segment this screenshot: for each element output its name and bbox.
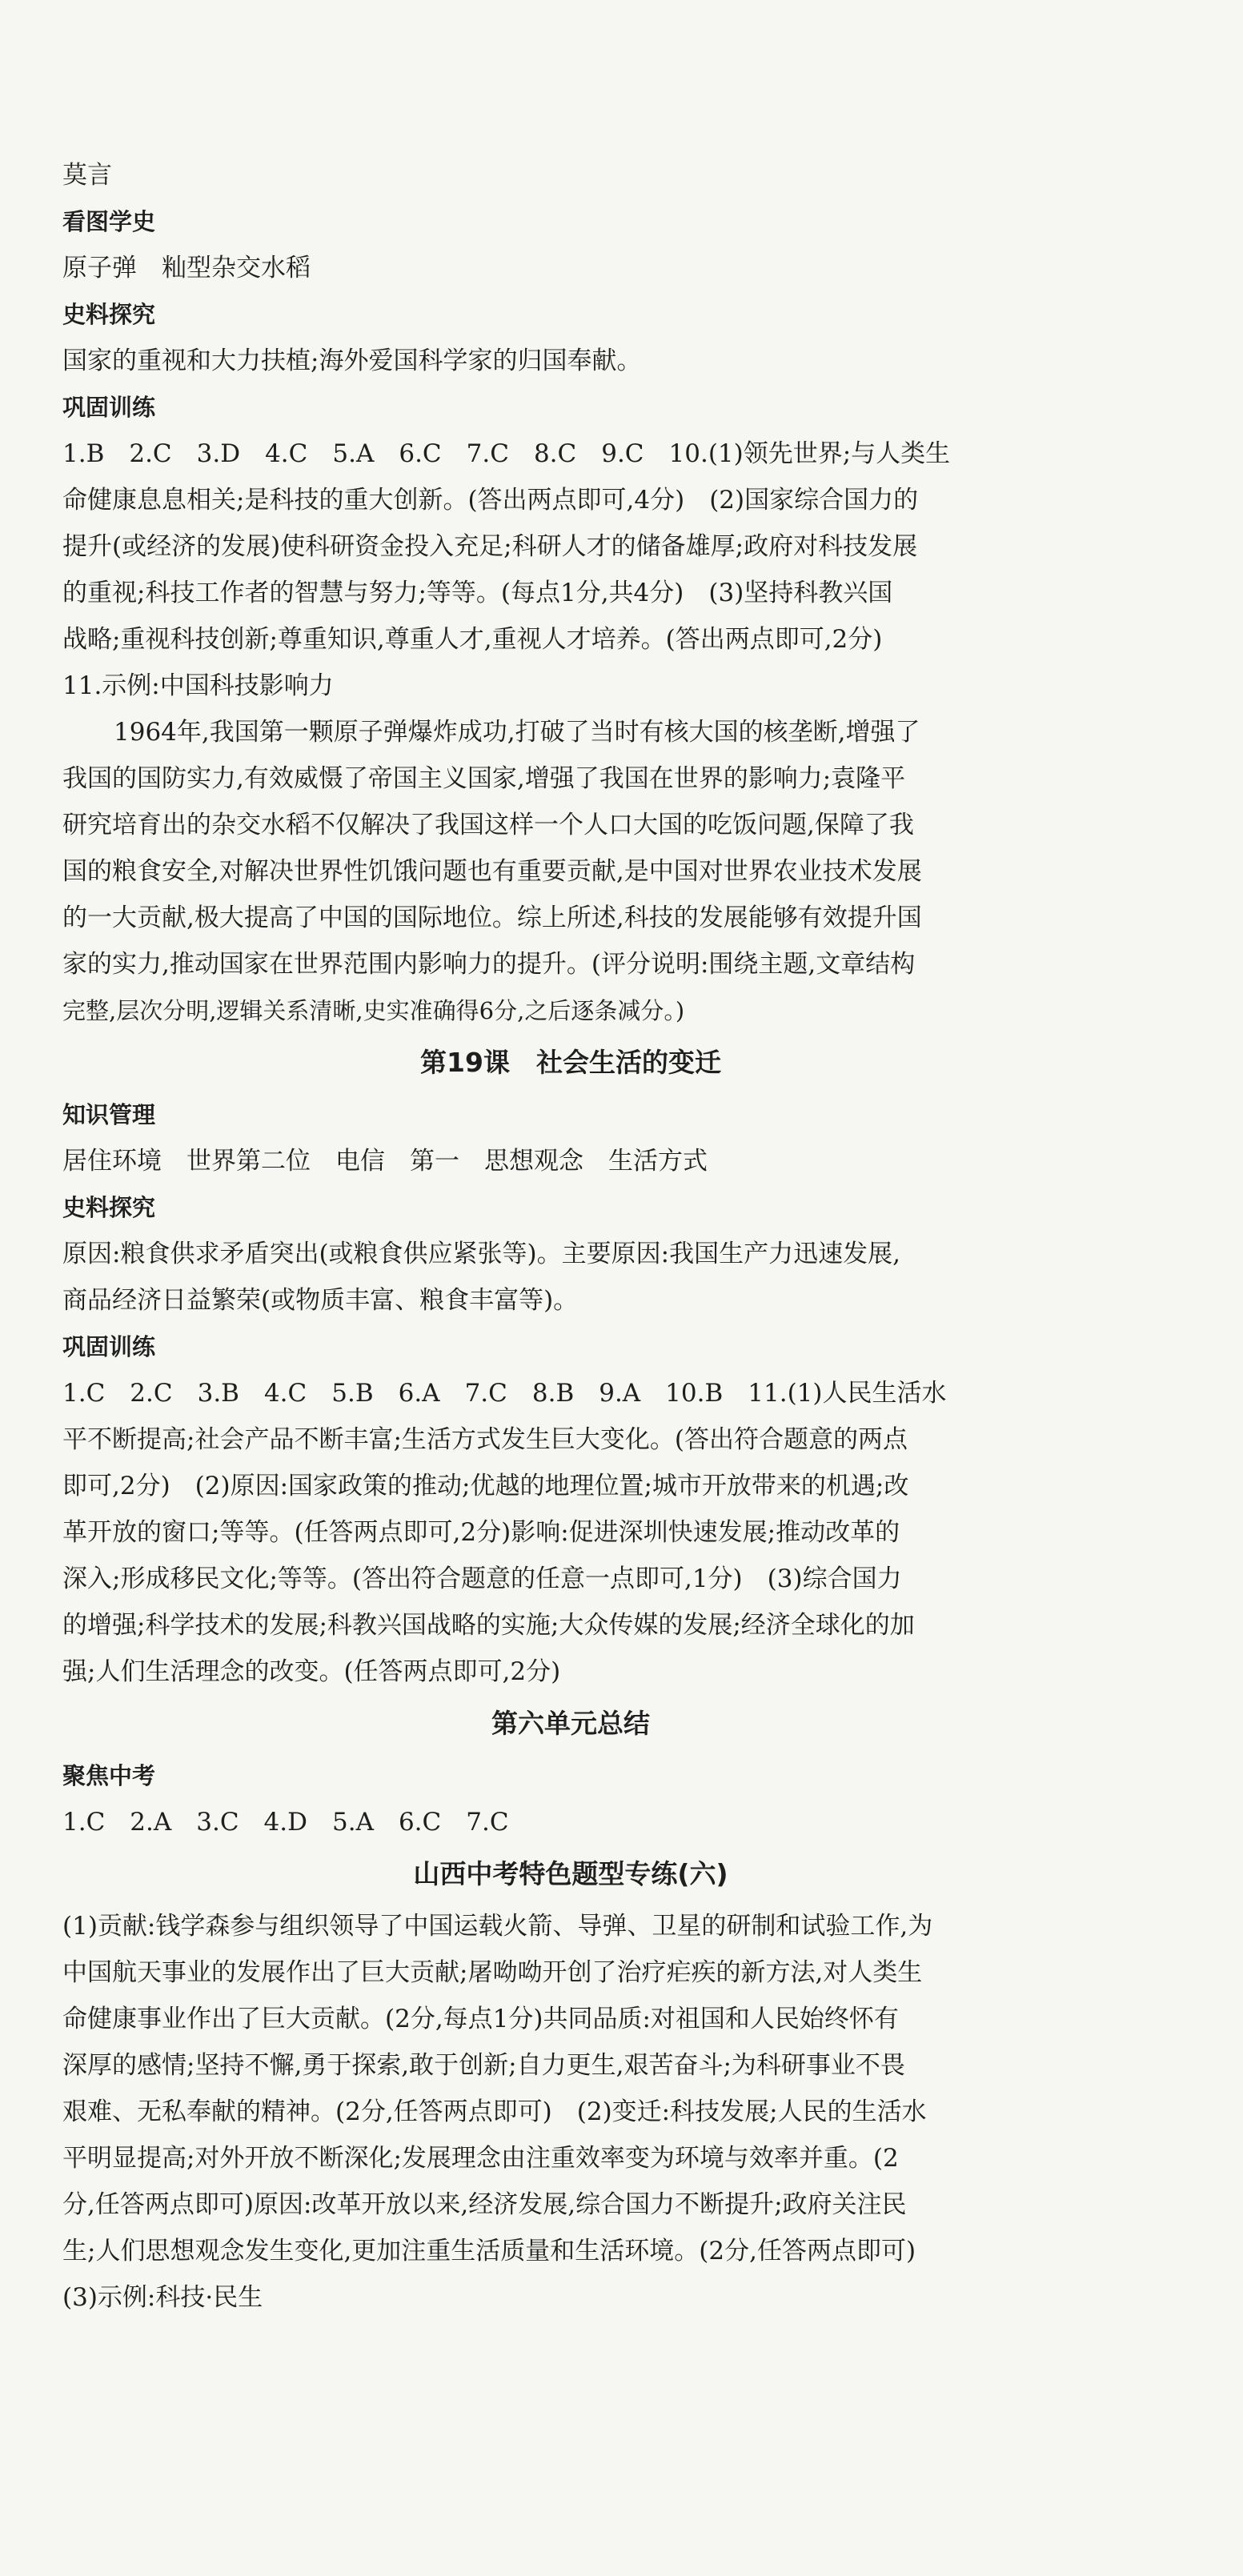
answer-line: (1)贡献:钱学森参与组织领导了中国运载火箭、导弹、卫星的研制和试验工作,为	[62, 1912, 933, 1941]
answer-line: 革开放的窗口;等等。(任答两点即可,2分)影响:促进深圳快速发展;推动改革的	[62, 1518, 900, 1547]
answer-line: 生;人们思想观念发生变化,更加注重生活质量和生活环境。(2分,任答两点即可)	[62, 2237, 916, 2266]
answer-line: 1.C 2.A 3.C 4.D 5.A 6.C 7.C	[62, 1808, 509, 1837]
answer-line: 原因:粮食供求矛盾突出(或粮食供应紧张等)。主要原因:我国生产力迅速发展,	[62, 1240, 900, 1268]
answer-line: 提升(或经济的发展)使科研资金投入充足;科研人才的储备雄厚;政府对科技发展	[62, 532, 918, 561]
section-heading-consolidation: 巩固训练	[62, 394, 156, 421]
section-text: 居住环境 世界第二位 电信 第一 思想观念 生活方式	[62, 1147, 708, 1176]
essay-line: 家的实力,推动国家在世界范围内影响力的提升。(评分说明:围绕主题,文章结构	[62, 950, 916, 979]
answer-line: 强;人们生活理念的改变。(任答两点即可,2分)	[62, 1657, 561, 1686]
essay-line: 的一大贡献,极大提高了中国的国际地位。综上所述,科技的发展能够有效提升国	[62, 903, 922, 932]
answer-line: 艰难、无私奉献的精神。(2分,任答两点即可) (2)变迁:科技发展;人民的生活水	[62, 2097, 927, 2126]
answer-line: 平明显提高;对外开放不断深化;发展理念由注重效率变为环境与效率并重。(2	[62, 2144, 899, 2173]
section-heading-source-inquiry: 史料探究	[62, 1194, 156, 1221]
section-heading-exam-focus: 聚焦中考	[62, 1762, 156, 1789]
answer-line: 的增强;科学技术的发展;科教兴国战略的实施;大众传媒的发展;经济全球化的加	[62, 1611, 915, 1640]
shanxi-exam-practice-title: 山西中考特色题型专练(六)	[413, 1858, 728, 1889]
section-text: 原子弹 籼型杂交水稻	[62, 254, 311, 282]
answer-line: 即可,2分) (2)原因:国家政策的推动;优越的地理位置;城市开放带来的机遇;改	[62, 1472, 909, 1500]
essay-line: 我国的国防实力,有效威慑了帝国主义国家,增强了我国在世界的影响力;袁隆平	[62, 764, 906, 793]
essay-line: 研究培育出的杂交水稻不仅解决了我国这样一个人口大国的吃饭问题,保障了我	[62, 811, 914, 839]
section-heading-look-at-pictures: 看图学史	[62, 208, 156, 235]
page-content	[62, 152, 1079, 2321]
answer-line: 1.B 2.C 3.D 4.C 5.A 6.C 7.C 8.C 9.C 10.(1)领先世界;与人类生	[62, 439, 951, 468]
answer-line: 商品经济日益繁荣(或物质丰富、粮食丰富等)。	[62, 1286, 579, 1315]
answer-line: (3)示例:科技·民生	[62, 2283, 263, 2312]
top-text: 莫言	[62, 161, 112, 190]
answer-line: 深厚的感情;坚持不懈,勇于探索,敢于创新;自力更生,艰苦奋斗;为科研事业不畏	[62, 2051, 905, 2080]
essay-line: 国的粮食安全,对解决世界性饥饿问题也有重要贡献,是中国对世界农业技术发展	[62, 857, 922, 886]
answer-line: 的重视;科技工作者的智慧与努力;等等。(每点1分,共4分) (3)坚持科教兴国	[62, 579, 893, 607]
lesson-19-title: 第19课 社会生活的变迁	[420, 1047, 721, 1078]
essay-line: 1964年,我国第一颗原子弹爆炸成功,打破了当时有核大国的核垄断,增强了	[114, 718, 920, 747]
answer-line: 深入;形成移民文化;等等。(答出符合题意的任意一点即可,1分) (3)综合国力	[62, 1564, 902, 1593]
section-heading-source-inquiry: 史料探究	[62, 301, 156, 328]
answer-line: 11.示例:中国科技影响力	[62, 671, 334, 700]
answer-line: 战略;重视科技创新;尊重知识,尊重人才,重视人才培养。(答出两点即可,2分)	[62, 625, 883, 654]
section-heading-knowledge: 知识管理	[62, 1101, 156, 1128]
answer-line: 平不断提高;社会产品不断丰富;生活方式发生巨大变化。(答出符合题意的两点	[62, 1425, 908, 1454]
answer-line: 命健康事业作出了巨大贡献。(2分,每点1分)共同品质:对祖国和人民始终怀有	[62, 2005, 899, 2033]
answer-line: 1.C 2.C 3.B 4.C 5.B 6.A 7.C 8.B 9.A 10.B 11.(1)人民生活水	[62, 1379, 947, 1408]
answer-line: 中国航天事业的发展作出了巨大贡献;屠呦呦开创了治疗疟疾的新方法,对人类生	[62, 1958, 923, 1987]
answer-line: 分,任答两点即可)原因:改革开放以来,经济发展,综合国力不断提升;政府关注民	[62, 2190, 907, 2219]
essay-line: 完整,层次分明,逻辑关系清晰,史实准确得6分,之后逐条减分。)	[62, 997, 685, 1024]
answer-line: 命健康息息相关;是科技的重大创新。(答出两点即可,4分) (2)国家综合国力的	[62, 486, 919, 515]
section-heading-consolidation: 巩固训练	[62, 1333, 156, 1360]
section-text: 国家的重视和大力扶植;海外爱国科学家的归国奉献。	[62, 347, 642, 375]
unit-6-summary-title: 第六单元总结	[491, 1708, 650, 1739]
